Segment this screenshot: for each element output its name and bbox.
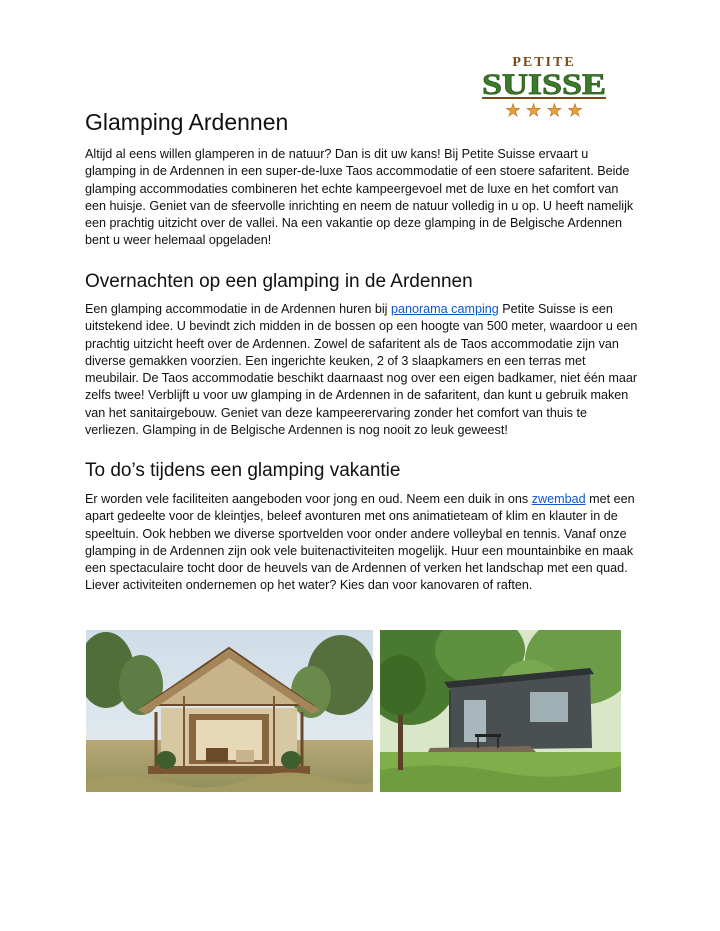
logo-stars-icon: ★ ★ ★ ★ <box>505 101 583 121</box>
section1-text-start: Een glamping accommodatie in de Ardennen huren bij <box>85 302 391 316</box>
section2-text-end: met een apart gedeelte voor de kleintjes, beleef avonturen met ons animatieteam of klim en klauter in de speeltuin. Ook hebben we diverse sportvelden voor onder andere volleybal en tennis. Vanaf onze glamping in de Ardennen zijn ook vele buitenactiviteiten mogelijk. Huur een mountainbike en maak een spectaculaire tocht door de heuvels van de Ardennen of verken het landschap met een quad. Liever activiteiten ondernemen op het water? Kies dan voor kanovaren of raften. <box>85 492 635 593</box>
section2-heading: To do’s tijdens een glamping vakantie <box>85 460 401 481</box>
section1-paragraph <box>85 301 640 439</box>
section1-text-end: Petite Suisse is een uitstekend idee. U bevindt zich midden in de bossen op een hoogte van 500 meter, waardoor u een prachtig uitzicht heeft over de Ardennen. Zowel de safaritent als de Taos accommodatie zijn van diverse gemakken voorzien. Een ingerichte keuken, 2 of 3 slaapkamers en een terras met meubilair. De Taos accommodatie beschikt daarnaast nog over een eigen badkamer, niet één maar zelfs twee! Verblijft u voor uw glamping in de Ardennen in de safaritent, dan kunt u gebruik maken van het sanitairgebouw. Geniet van deze kampeerervaring zonder het comfort van thuis te verliezen. Glamping in de Belgische Ardennen is nog nooit zo leuk geweest! <box>85 302 638 438</box>
intro-paragraph: Altijd al eens willen glamperen in de natuur? Dan is dit uw kans! Bij Petite Suisse ervaart u glamping in de Ardennen in een super-de-luxe Taos accommodatie of een stoere safaritent. Beide glamping accommodaties combineren het echte kampeergevoel met de luxe en het comfort van een huisje. Geniet van de sfeervolle inrichting en neem de natuur volledig in u op. U heeft namelijk een prachtig uitzicht over de vallei. Na een vakantie op deze glamping in de Belgische Ardennen bent u weer helemaal opgeladen! <box>85 147 634 248</box>
panorama-camping-link[interactable]: panorama camping <box>390 302 499 316</box>
taos-lodge-photo <box>380 630 621 792</box>
page-title: Glamping Ardennen <box>85 109 289 135</box>
logo-graphic <box>478 50 610 122</box>
zwembad-link[interactable]: zwembad <box>531 492 586 506</box>
safari-tent-image <box>86 630 373 792</box>
section2-text-start: Er worden vele faciliteiten aangeboden voor jong en oud. Neem een duik in ons <box>85 492 532 506</box>
safari-tent-photo <box>86 630 373 792</box>
taos-lodge-image <box>380 630 621 792</box>
logo-line2: SUISSE <box>482 68 606 101</box>
petite-suisse-logo <box>478 50 610 122</box>
section2-paragraph <box>85 491 640 595</box>
logo-line1: PETITE <box>512 55 576 70</box>
section1-heading: Overnachten op een glamping in de Ardennen <box>85 271 473 292</box>
